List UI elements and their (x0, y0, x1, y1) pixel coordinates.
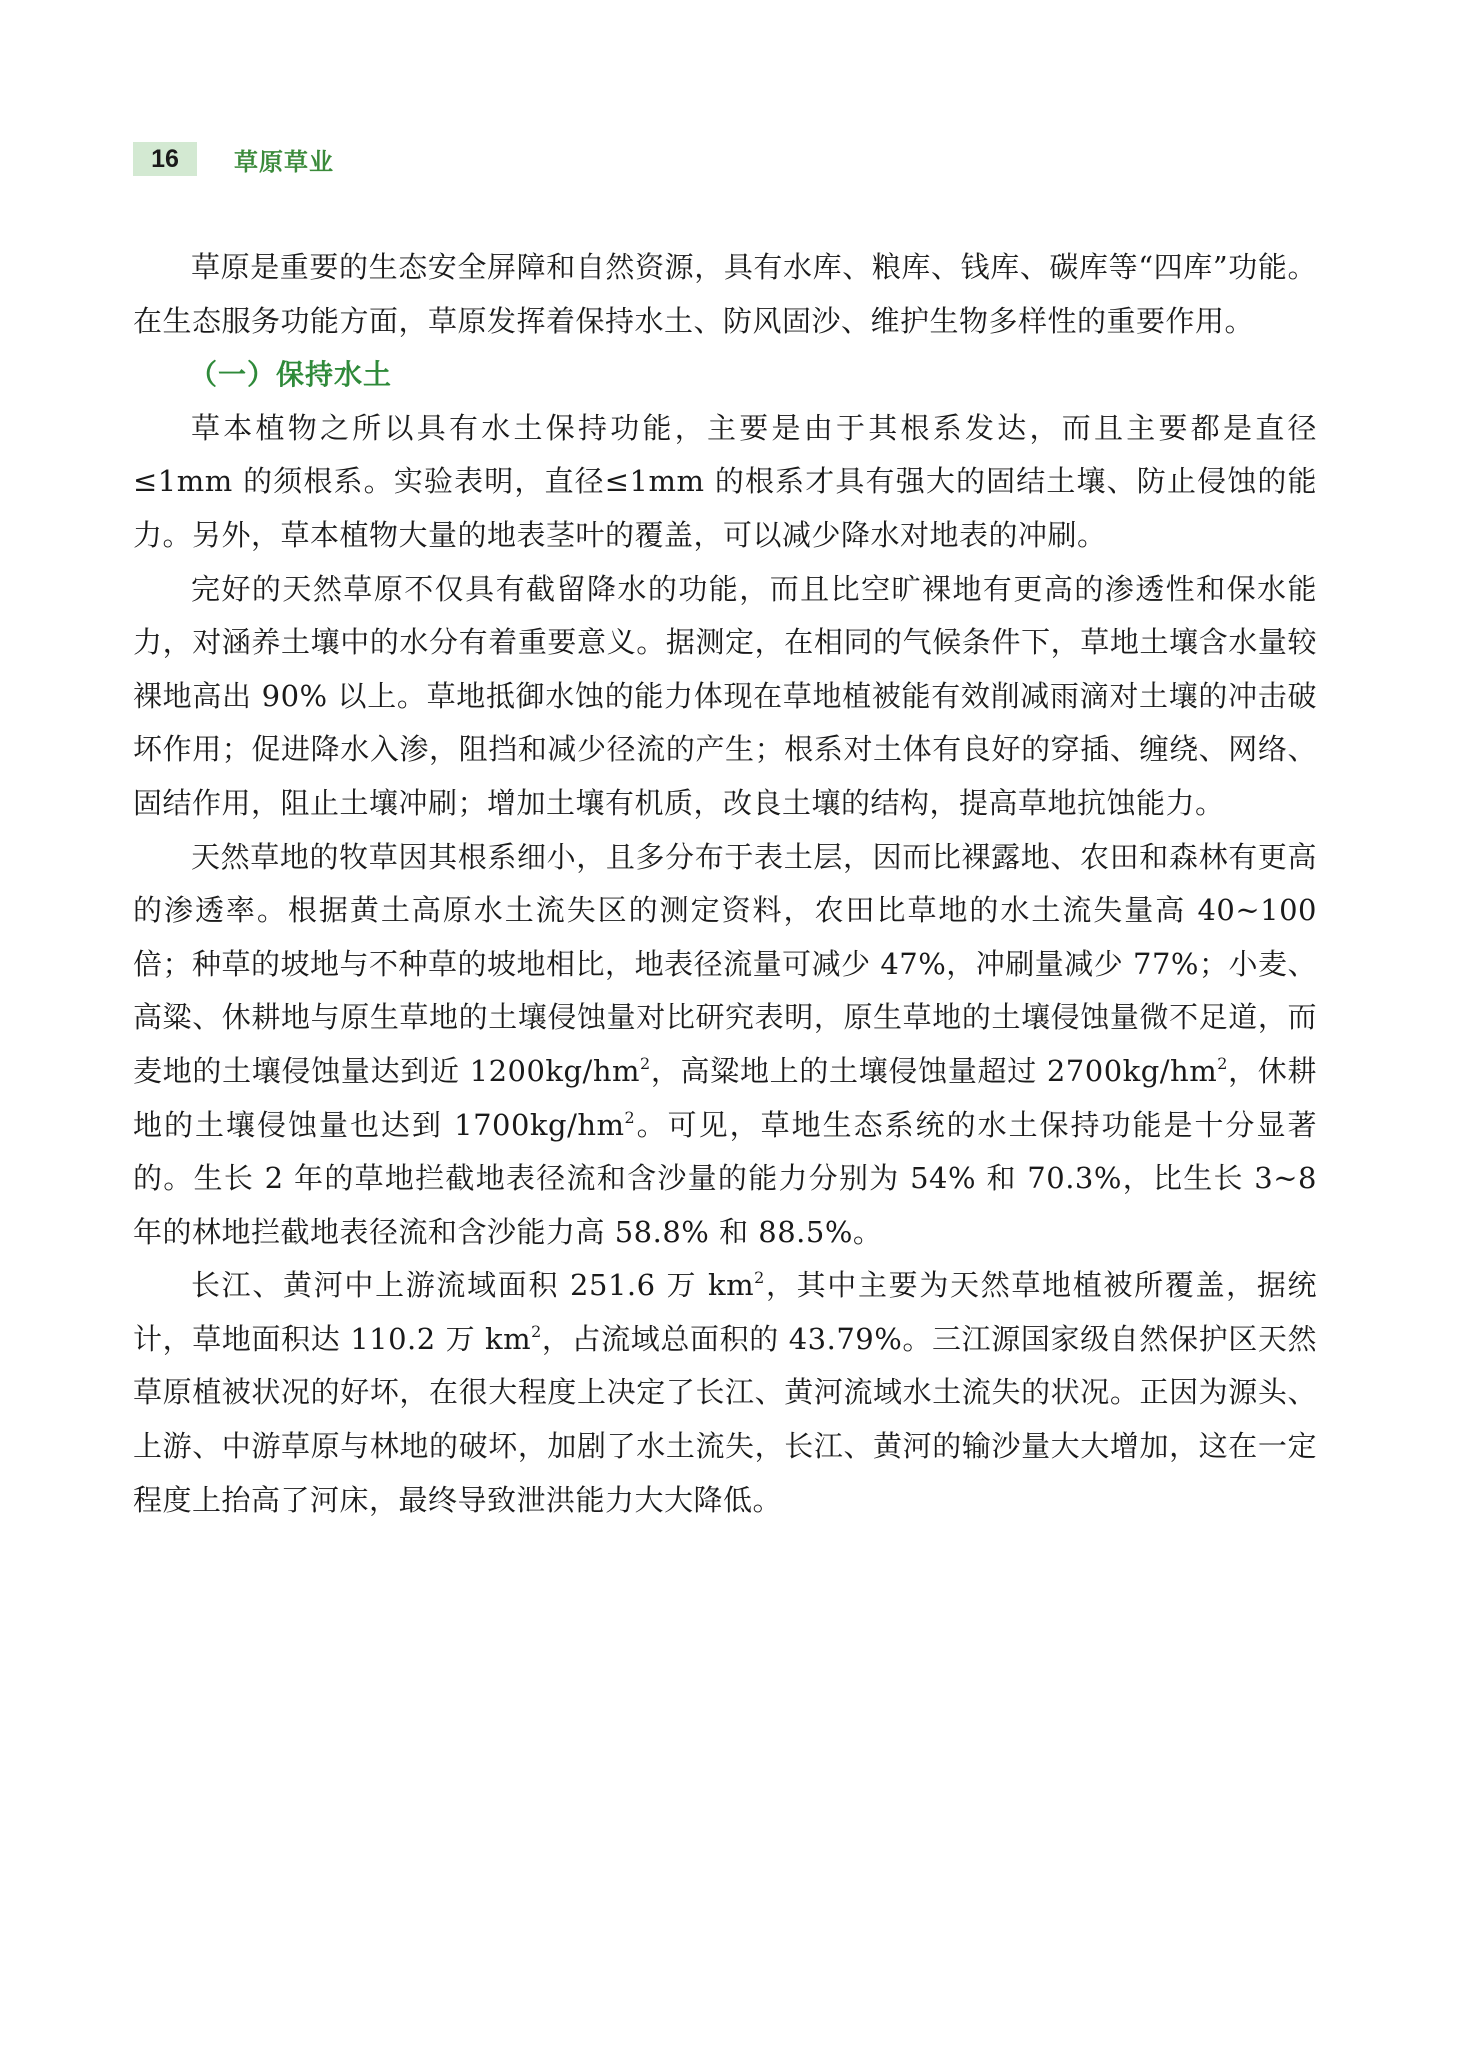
text-segment: ，高粱地上的土壤侵蚀量超过 2700kg/hm (650, 1053, 1218, 1088)
section-heading: （一）保持水土 (189, 358, 393, 392)
running-head (133, 142, 334, 176)
text-segment: ，其中主要为天然草地植被所覆盖，据统计，草地面积达 110.2 万 km (133, 1268, 1317, 1356)
paragraph-water-retention: 完好的天然草原不仅具有截留降水的功能，而且比空旷裸地有更高的渗透性和保水能力，对涵养土壤中的水分有着重要意义。据测定，在相同的气候条件下，草地土壤含水量较裸地高出 90% 以上。草地抵御水蚀的能力体现在草地植被能有效削减雨滴对土壤的冲击破坏作用；促进降水入渗，阻挡和减少径流的产生；根系对土体有良好的穿插、缠绕、网络、固结作用，阻止土壤冲刷；增加土壤有机质，改良土壤的结构，提高草地抗蚀能力。 (133, 571, 1317, 820)
text-segment: 天然草地的牧草因其根系细小，且多分布于表土层，因而比裸露地、农田和森林有更高的渗透率。根据黄土高原水土流失区的测定资料，农田比草地的水土流失量高 40~100 倍；种草的坡地与不种草的坡地相比，地表径流量可减少 47%，冲刷量减少 77%；小麦、高粱、休耕地与原生草地的土壤侵蚀量对比研究表明，原生草地的土壤侵蚀量微不足道，而麦地的土壤侵蚀量达到近 1200kg/hm (133, 839, 1317, 1088)
text-segment: 长江、黄河中上游流域面积 251.6 万 km (191, 1268, 755, 1303)
superscript: 2 (1217, 1053, 1228, 1073)
text-segment: ，休耕地的土壤侵蚀量也达到 1700kg/hm (133, 1053, 1317, 1142)
paragraph-erosion-data (133, 831, 1317, 1260)
superscript: 2 (754, 1268, 765, 1288)
superscript: 2 (531, 1321, 542, 1341)
superscript: 2 (624, 1107, 636, 1127)
page-number: 16 (133, 142, 197, 176)
paragraph-river-basins (133, 1259, 1317, 1527)
running-title: 草原草业 (234, 147, 334, 176)
body-text (133, 241, 1317, 1527)
intro-paragraph: 草原是重要的生态安全屏障和自然资源，具有水库、粮库、钱库、碳库等“四库”功能。在生态服务功能方面，草原发挥着保持水土、防风固沙、维护生物多样性的重要作用。 (133, 250, 1317, 338)
text-segment: 。可见，草地生态系统的水土保持功能是十分显著的。生长 2 年的草地拦截地表径流和含沙量的能力分别为 54% 和 70.3%，比生长 3~8 年的林地拦截地表径流和含沙能力高 58.8% 和 88.5%。 (133, 1107, 1317, 1249)
text-segment: ，占流域总面积的 43.79%。三江源国家级自然保护区天然草原植被状况的好坏，在很大程度上决定了长江、黄河流域水土流失的状况。正因为源头、上游、中游草原与林地的破坏，加剧了水土流失，长江、黄河的输沙量大大增加，这在一定程度上抬高了河床，最终导致泄洪能力大大降低。 (133, 1321, 1318, 1517)
paragraph-root-system: 草本植物之所以具有水土保持功能，主要是由于其根系发达，而且主要都是直径≤1mm 的须根系。实验表明，直径≤1mm 的根系才具有强大的固结土壤、防止侵蚀的能力。另外，草本植物大量的地表茎叶的覆盖，可以减少降水对地表的冲刷。 (133, 410, 1317, 552)
superscript: 2 (640, 1053, 651, 1073)
